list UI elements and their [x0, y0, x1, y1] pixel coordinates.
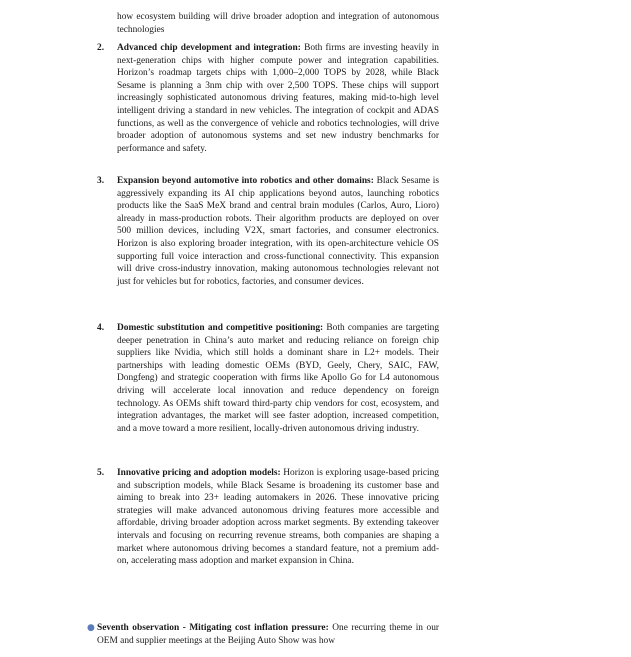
- bullet-icon: ●: [87, 623, 95, 633]
- list-item: [97, 175, 440, 288]
- heading-colon: :: [277, 468, 281, 478]
- list-item-number: 3.: [97, 176, 105, 186]
- bullet-body: One recurring theme in our OEM and supplier meetings at the Beijing Auto Show was how: [97, 623, 440, 646]
- heading-colon: :: [320, 323, 324, 333]
- bullet-heading: Seventh observation - Mitigating cost inflation pressure: [97, 623, 326, 633]
- list-item-heading: Advanced chip development and integration: [117, 43, 298, 53]
- list-item-number: 5.: [97, 468, 105, 478]
- heading-colon: :: [325, 623, 329, 633]
- list-item: [97, 322, 440, 435]
- list-item-body: Horizon is exploring usage-based pricing and subscription models, while Black Sesame is broadening its customer base and aiming to break into 23+ leading automakers in 2026. These innovative pricing strategies will make advanced autonomous driving features more accessible and affordable, driving broader adoption across market segments. By extending takeover intervals and focusing on recurring revenue streams, both companies are shaping a market where autonomous driving becomes a standard feature, not a premium add-on, accelerating mass adoption and market expansion in China.: [117, 468, 439, 567]
- list-item-body: Black Sesame is aggressively expanding its AI chip applications beyond autos, launching robotics products like the SaaS MeX brand and central brain modules (Carlos, Auro, Lioro) already in mass-production robots. Their algorithm products are deployed on over 500 million devices, including V2X, smart factories, and consumer electronics. Horizon is also exploring broader integration, with its open-architecture vehicle OS supporting full voice interaction and cross-functional connectivity. This expansion will drive cross-industry innovation, making autonomous technologies relevant not just for vehicles but for robotics, factories, and consumer devices.: [117, 176, 440, 287]
- bullet-item: [87, 622, 440, 647]
- list-item-body: Both companies are targeting deeper penetration in China’s auto market and reducing reliance on foreign chip suppliers like Nvidia, which still holds a dominant share in L2+ models. Their partnerships with leading domestic OEMs (BYD, Geely, Chery, SAIC, FAW, Dongfeng) and strategic cooperation with firms like Apollo Go for L4 autonomous driving will accelerate local innovation and reduce dependency on foreign technology. As OEMs shift toward third-party chip vendors for cost, ecosystem, and integration advantages, the market will see faster adoption, increased competition, and a move toward a more resilient, locally-driven autonomous driving industry.: [117, 323, 440, 434]
- list-item: [97, 467, 439, 568]
- list-item-number: 2.: [97, 43, 105, 53]
- list-item-heading: Innovative pricing and adoption models: [117, 468, 278, 478]
- list-item-number: 4.: [97, 323, 105, 333]
- list-item-heading: Domestic substitution and competitive positioning: [117, 323, 321, 333]
- continuation-text: how ecosystem building will drive broader adoption and integration of autonomous technologies: [117, 12, 439, 35]
- list-item-heading: Expansion beyond automotive into robotics and other domains: [117, 176, 371, 186]
- list-item: [97, 42, 439, 155]
- list-item-body: Both firms are investing heavily in next-generation chips with higher compute power and integration capabilities. Horizon’s roadmap targets chips with 1,000–2,000 TOPS by 2028, while Black Sesame is planning a 3nm chip with over 2,500 TOPS. These chips will support increasingly sophisticated autonomous driving features, making mid-to-high level intelligent driving a standard in new vehicles. The integration of cockpit and ADAS functions, as well as the convergence of vehicle and robotics technologies, will drive broader adoption of autonomous systems and set new industry benchmarks for performance and safety.: [117, 43, 439, 154]
- heading-colon: :: [297, 43, 301, 53]
- heading-colon: :: [370, 176, 374, 186]
